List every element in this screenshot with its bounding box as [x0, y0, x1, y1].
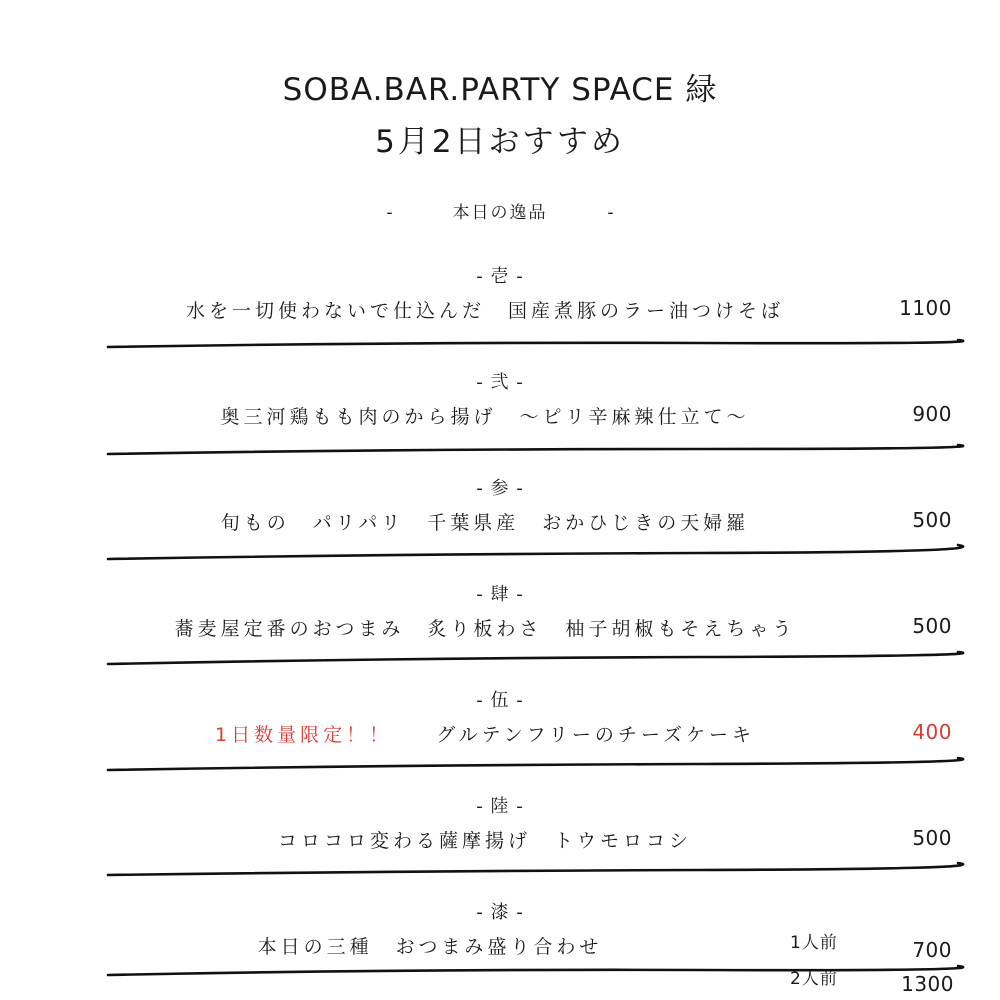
- item-name: 奥三河鶏もも肉のから揚げ ～ピリ辛麻辣仕立て～: [220, 406, 750, 428]
- date-heading: 5月2日おすすめ: [375, 124, 625, 160]
- item-row: [0, 614, 1000, 640]
- item-row: [0, 296, 1000, 322]
- item-name: 本日の三種 おつまみ盛り合わせ: [257, 936, 603, 958]
- divider-1: [108, 340, 963, 347]
- item-price: 500: [912, 508, 952, 532]
- item-name: グルテンフリーのチーズケーキ: [436, 724, 755, 746]
- item-name-group: [100, 720, 870, 747]
- item-number: - 壱 -: [476, 266, 524, 287]
- item-price-single: 700: [912, 938, 952, 962]
- item-price: 1100: [899, 296, 952, 320]
- item-number: - 参 -: [476, 478, 524, 499]
- shop-title: SOBA.BAR.PARTY SPACE 緑: [282, 72, 718, 108]
- portion-single: 1人前: [790, 933, 838, 953]
- subtitle-dash-right: -: [607, 203, 614, 223]
- divider-4: [108, 652, 963, 664]
- item-name: 蕎麦屋定番のおつまみ 炙り板わさ 柚子胡椒もそえちゃう: [174, 618, 796, 640]
- section-subtitle: [0, 198, 1000, 223]
- divider-6: [108, 863, 963, 875]
- item-row: [0, 720, 1000, 746]
- item-number: - 伍 -: [476, 690, 524, 711]
- portion-double: 2人前: [790, 969, 838, 989]
- item-price: 500: [912, 826, 952, 850]
- item-number: - 陸 -: [476, 796, 524, 817]
- item-number: - 弐 -: [476, 372, 524, 393]
- item-price: 900: [912, 402, 952, 426]
- item-row: [0, 402, 1000, 428]
- item-row: [0, 932, 1000, 996]
- item-name: コロコロ変わる薩摩揚げ トウモロコシ: [277, 830, 692, 852]
- item-row: [0, 508, 1000, 534]
- subtitle-text: 本日の逸品: [452, 203, 548, 223]
- subtitle-dash-left: -: [386, 203, 393, 223]
- divider-3: [108, 545, 963, 559]
- divider-5: [108, 758, 963, 770]
- item-name: 旬もの パリパリ 千葉県産 おかひじきの天婦羅: [220, 512, 750, 534]
- item-price-double: 1300: [901, 972, 954, 996]
- item-row: [0, 826, 1000, 852]
- item-price: 500: [912, 614, 952, 638]
- limited-quantity-label: 1日数量限定！！: [215, 724, 393, 746]
- item-price: 400: [912, 720, 952, 744]
- item-number: - 肆 -: [476, 584, 524, 605]
- item-number: - 漆 -: [476, 902, 524, 923]
- divider-2: [108, 445, 963, 454]
- item-name: 水を一切使わないで仕込んだ 国産煮豚のラー油つけそば: [185, 300, 784, 322]
